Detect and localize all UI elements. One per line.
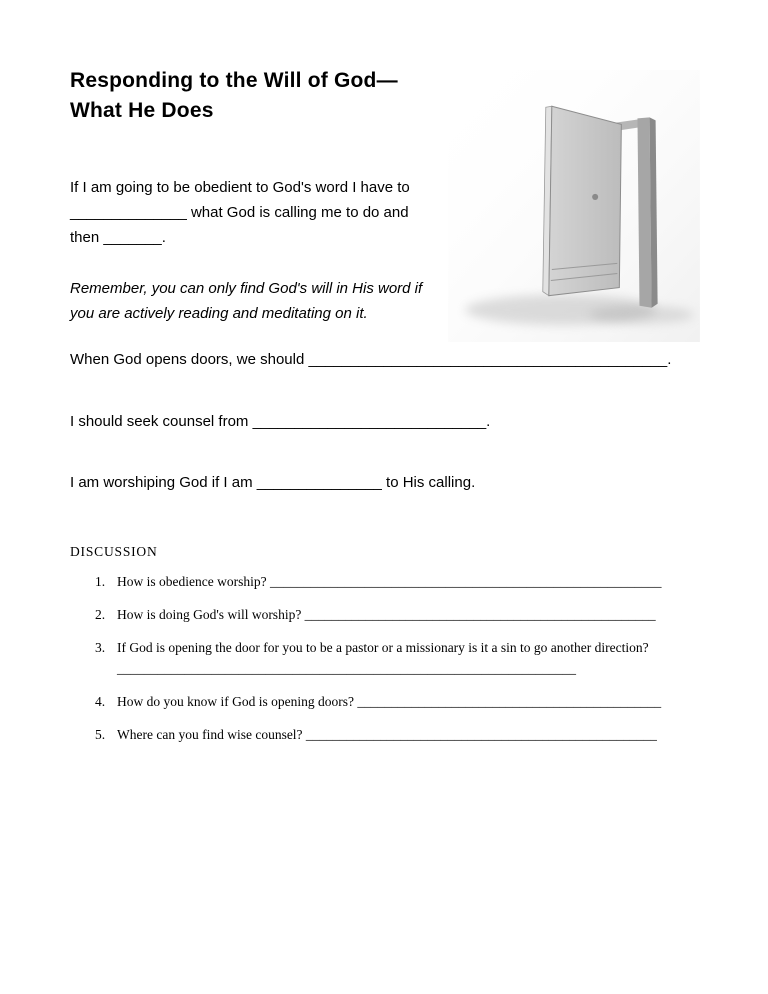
- question-number: 4.: [95, 694, 106, 709]
- question-item-5: [95, 724, 695, 745]
- discussion-section: [70, 543, 695, 745]
- question-item-1: [95, 571, 695, 592]
- question-text: How is obedience worship? __________________________________________________________: [117, 574, 662, 589]
- question-number: 2.: [95, 607, 106, 622]
- question-text: How do you know if God is opening doors? _____________________________________________: [117, 694, 662, 709]
- fill-in-seek-counsel: I should seek counsel from ____________________________.: [70, 413, 491, 430]
- question-number: 5.: [95, 727, 106, 742]
- reminder-note: Remember, you can only find God's will in His word if you are actively reading and meditating on it.: [70, 280, 423, 322]
- title-line-1: Responding to the Will of God—: [70, 69, 398, 92]
- question-number: 1.: [95, 574, 106, 589]
- question-item-3: [95, 637, 695, 679]
- question-text: If God is opening the door for you to be a pastor or a missionary is it a sin to go another direction? ____________________________________________________________________: [117, 640, 649, 676]
- question-item-2: [95, 604, 695, 625]
- question-list: [95, 571, 695, 745]
- intro-paragraph: If I am going to be obedient to God's word I have to ______________ what God is calling me to do and then _______.: [70, 179, 410, 246]
- page-title: [70, 66, 695, 126]
- question-text: How is doing God's will worship? ____________________________________________________: [117, 607, 656, 622]
- fill-in-open-doors: When God opens doors, we should ___________________________________________.: [70, 351, 672, 368]
- question-text: Where can you find wise counsel? ____________________________________________________: [117, 727, 657, 742]
- question-number: 3.: [95, 640, 106, 655]
- fill-in-worshiping: I am worshiping God if I am _______________ to His calling.: [70, 474, 476, 491]
- title-line-2: What He Does: [70, 99, 214, 122]
- question-item-4: [95, 691, 695, 712]
- discussion-heading: DISCUSSION: [70, 544, 158, 559]
